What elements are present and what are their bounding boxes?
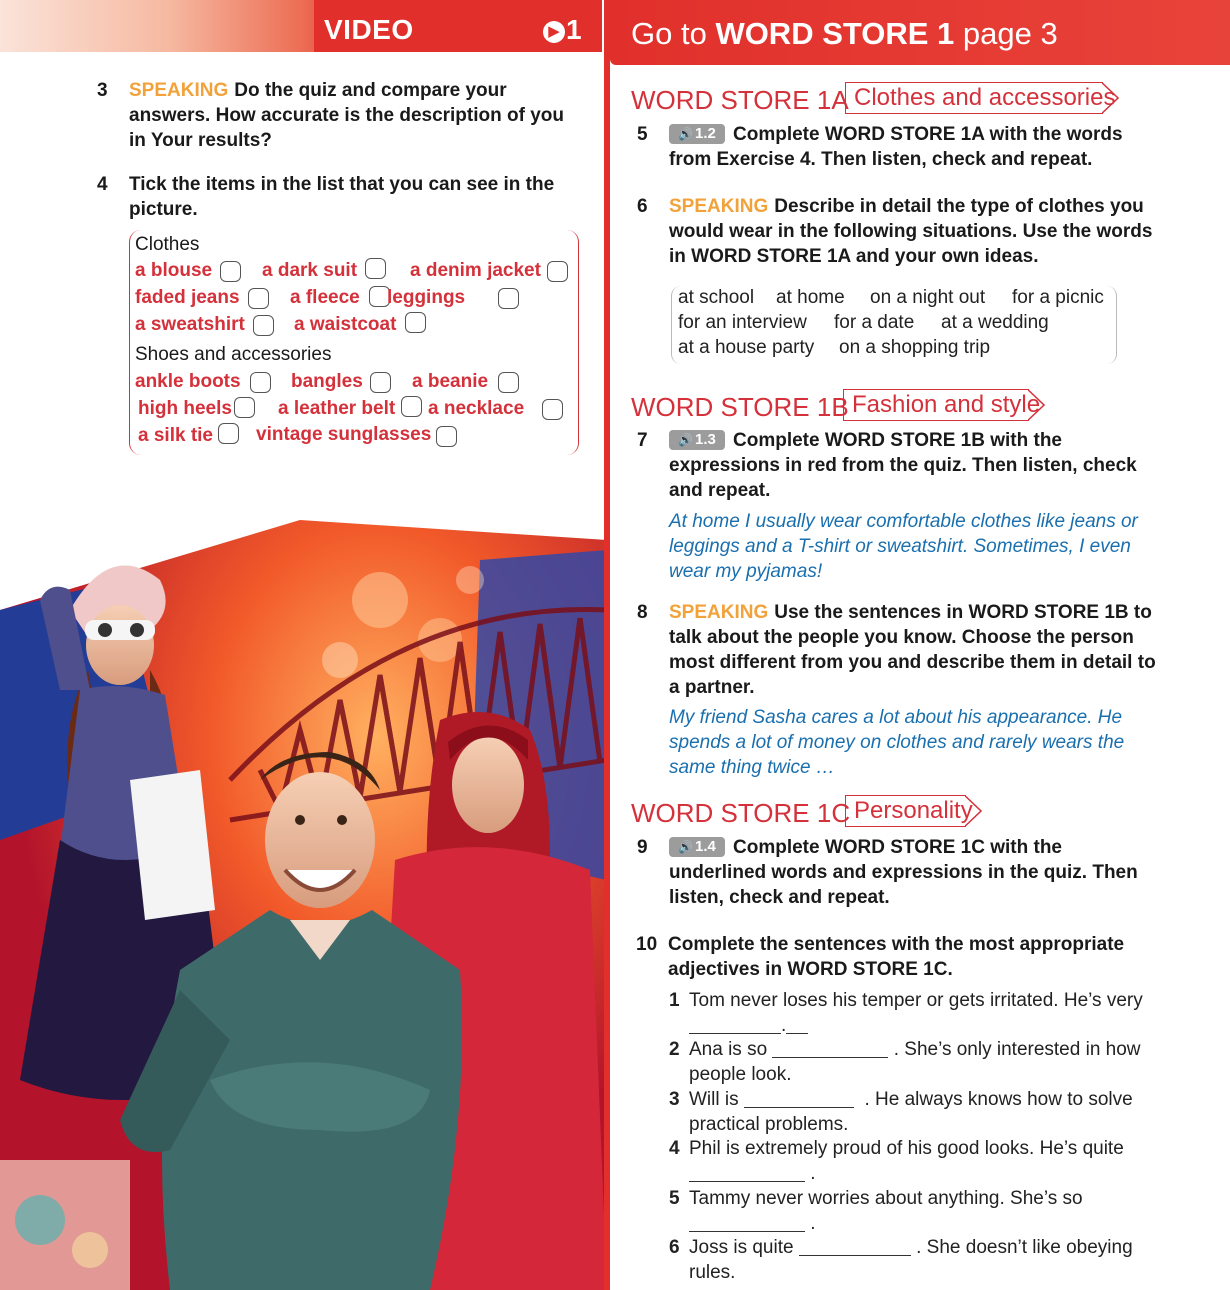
sentence-number: 2 <box>669 1039 680 1060</box>
instruction-line: listen, check and repeat. <box>669 887 890 908</box>
instruction-line: in WORD STORE 1A and your own ideas. <box>669 246 1039 267</box>
exercise-number: 7 <box>637 430 648 451</box>
instruction-line: picture. <box>129 199 198 220</box>
situation-item: on a night out <box>870 287 986 308</box>
instruction-line: Use the sentences in WORD STORE 1B to <box>774 602 1152 623</box>
situation-item: at a wedding <box>941 312 1049 333</box>
word-item: a beanie <box>412 371 489 392</box>
word-store-1c-tag <box>845 795 973 827</box>
instruction-line: expressions in red from the quiz. Then listen, check <box>669 455 1137 476</box>
example-text <box>669 509 1138 584</box>
tick-checkbox[interactable] <box>547 261 568 282</box>
word-item: a denim jacket <box>410 260 541 281</box>
instruction-line: Tick the items in the list that you can see in the <box>129 174 555 195</box>
exercise-number: 10 <box>636 934 658 955</box>
word-item: a waistcoat <box>294 314 397 335</box>
exercise-number: 3 <box>97 80 108 101</box>
tick-checkbox[interactable] <box>253 315 274 336</box>
answer-blank[interactable] <box>799 1238 911 1256</box>
sentence-number: 6 <box>669 1237 680 1258</box>
sentence-number: 1 <box>669 990 680 1011</box>
situation-item: at home <box>776 287 845 308</box>
audio-track-button[interactable] <box>669 124 725 144</box>
instruction-line: Do the quiz and compare your <box>234 80 507 101</box>
instruction-line: Complete WORD STORE 1C with the <box>733 837 1063 858</box>
sentence-text: Phil is extremely proud of his good looks. He’s quite <box>689 1138 1124 1159</box>
speaking-label: SPEAKING <box>669 602 769 623</box>
goto-store: WORD STORE 1 <box>715 16 955 51</box>
goto-suffix: page 3 <box>954 16 1058 51</box>
audio-track-button[interactable] <box>669 430 725 450</box>
audio-track-button[interactable] <box>669 837 725 857</box>
sentence-text: people look. <box>689 1064 792 1085</box>
word-item: high heels <box>138 398 232 419</box>
word-item: a leather belt <box>278 398 396 419</box>
video-label: VIDEO <box>324 14 414 45</box>
situation-item: on a shopping trip <box>839 337 991 358</box>
word-item: a dark suit <box>262 260 358 281</box>
example-line: My friend Sasha cares a lot about his appearance. He <box>669 707 1123 728</box>
instruction-line: from Exercise 4. Then listen, check and repeat. <box>669 149 1093 170</box>
sentence-text: Ana is so <box>689 1039 768 1060</box>
audio-track-number: 1.3 <box>695 431 716 448</box>
tick-checkbox[interactable] <box>218 423 239 444</box>
instruction-line: underlined words and expressions in the quiz. Then <box>669 862 1138 883</box>
tick-checkbox[interactable] <box>234 397 255 418</box>
situation-item: at a house party <box>678 337 815 358</box>
word-item: a necklace <box>428 398 525 419</box>
sentence-text: rules. <box>689 1262 736 1283</box>
situation-item: at school <box>678 287 755 308</box>
tick-checkbox[interactable] <box>436 426 457 447</box>
tick-checkbox[interactable] <box>498 372 519 393</box>
instruction-line: a partner. <box>669 677 755 698</box>
situation-item: for a date <box>834 312 915 333</box>
speaking-label: SPEAKING <box>669 196 769 217</box>
speaker-icon: 🔊 <box>678 433 694 447</box>
answer-blank[interactable] <box>689 1214 805 1232</box>
tag-label: Clothes and accessories <box>854 84 1116 111</box>
exercise-number: 4 <box>97 174 108 195</box>
sentence-text: Joss is quite <box>689 1237 794 1258</box>
situation-item: for an interview <box>678 312 807 333</box>
shoes-heading: Shoes and accessories <box>135 344 332 365</box>
example-line: same thing twice … <box>669 757 835 778</box>
tag-arrow-icon <box>1028 389 1045 421</box>
word-item: bangles <box>291 371 363 392</box>
instruction-line: Describe in detail the type of clothes you <box>774 196 1144 217</box>
tag-label: Fashion and style <box>852 391 1041 418</box>
word-item: a fleece <box>290 287 360 308</box>
sentence-text: . She doesn’t like obeying <box>916 1237 1133 1258</box>
sentence-number: 5 <box>669 1188 680 1209</box>
exercise-number: 8 <box>637 602 648 623</box>
word-item: faded jeans <box>135 287 240 308</box>
tick-checkbox[interactable] <box>542 399 563 420</box>
word-store-1a-tag <box>845 82 1116 114</box>
word-store-1c-title: WORD STORE 1C <box>631 798 851 828</box>
example-line: At home I usually wear comfortable clothes like jeans or <box>669 511 1138 532</box>
audio-track-number: 1.4 <box>695 838 716 855</box>
tick-checkbox[interactable] <box>401 396 422 417</box>
fashion-collage-image <box>0 520 607 1290</box>
instruction-line: talk about the people you know. Choose the person <box>669 627 1134 648</box>
word-store-1b-tag <box>843 389 1041 421</box>
exercise-number: 5 <box>637 124 648 145</box>
example-line: leggings and a T-shirt or sweatshirt. Sometimes, I even <box>669 536 1131 557</box>
tag-arrow-icon <box>965 795 982 827</box>
tick-checkbox[interactable] <box>250 372 271 393</box>
goto-word-store-link[interactable] <box>631 16 1058 52</box>
sentence-text: Will is <box>689 1089 739 1110</box>
word-store-1b-title: WORD STORE 1B <box>631 392 849 422</box>
sentence-number: 4 <box>669 1138 680 1159</box>
example-text <box>669 705 1124 780</box>
tag-arrow-icon <box>1102 82 1119 114</box>
word-item: ankle boots <box>135 371 241 392</box>
answer-blank[interactable] <box>689 1016 781 1034</box>
word-item: a blouse <box>135 260 213 281</box>
speaker-icon: 🔊 <box>678 840 694 854</box>
tick-checkbox[interactable] <box>498 288 519 309</box>
sentence-number: 3 <box>669 1089 680 1110</box>
answer-blank[interactable] <box>744 1090 854 1108</box>
sentence-end: . <box>781 1015 787 1036</box>
tag-label: Personality <box>854 797 973 824</box>
video-icon[interactable]: ▶ <box>543 21 565 43</box>
word-item: leggings <box>387 287 466 308</box>
word-item: a silk tie <box>138 425 213 446</box>
tick-checkbox[interactable] <box>365 258 386 279</box>
instruction-line: Complete the sentences with the most appropriate <box>668 934 1125 955</box>
answer-blank[interactable] <box>689 1164 805 1182</box>
instruction-line: and repeat. <box>669 480 771 501</box>
example-line: wear my pyjamas! <box>669 561 823 582</box>
sentence-text: . She’s only interested in how <box>893 1039 1141 1060</box>
tick-checkbox[interactable] <box>370 372 391 393</box>
audio-track-number: 1.2 <box>695 125 716 142</box>
instruction-line: in Your results? <box>129 130 272 151</box>
tick-checkbox[interactable] <box>405 312 426 333</box>
goto-prefix: Go to <box>631 16 716 51</box>
speaker-icon: 🔊 <box>678 127 694 141</box>
instruction-line: most different from you and describe them in detail to <box>669 652 1156 673</box>
situation-item: for a picnic <box>1012 287 1104 308</box>
word-store-1a-title: WORD STORE 1A <box>631 85 849 115</box>
word-item: vintage sunglasses <box>256 424 432 445</box>
exercise-number: 6 <box>637 196 648 217</box>
left-page <box>0 0 607 1290</box>
speaking-label: SPEAKING <box>129 80 229 101</box>
instruction-line: Complete WORD STORE 1A with the words <box>733 124 1123 145</box>
sentence-end: . <box>810 1213 816 1234</box>
example-line: spends a lot of money on clothes and rarely wears the <box>669 732 1125 753</box>
sentence-text: practical problems. <box>689 1114 849 1135</box>
instruction-line: answers. How accurate is the description of you <box>129 105 565 126</box>
answer-blank[interactable] <box>772 1040 888 1058</box>
answer-blank-end <box>786 1016 808 1034</box>
sentence-text: . He always knows how to solve <box>864 1089 1133 1110</box>
clothes-heading: Clothes <box>135 234 200 255</box>
instruction-line: adjectives in WORD STORE 1C. <box>668 959 953 980</box>
tick-checkbox[interactable] <box>248 288 269 309</box>
instruction-line: Complete WORD STORE 1B with the <box>733 430 1063 451</box>
sentence-text: Tammy never worries about anything. She’s so <box>689 1188 1083 1209</box>
sentence-text: Tom never loses his temper or gets irritated. He’s very <box>689 990 1143 1011</box>
word-item: a sweatshirt <box>135 314 245 335</box>
instruction-line: would wear in the following situations. Use the words <box>669 221 1153 242</box>
right-page <box>610 0 1230 1290</box>
exercise-number: 9 <box>637 837 648 858</box>
video-number: 1 <box>566 14 582 45</box>
sentence-end: . <box>810 1163 816 1184</box>
tick-checkbox[interactable] <box>220 261 241 282</box>
